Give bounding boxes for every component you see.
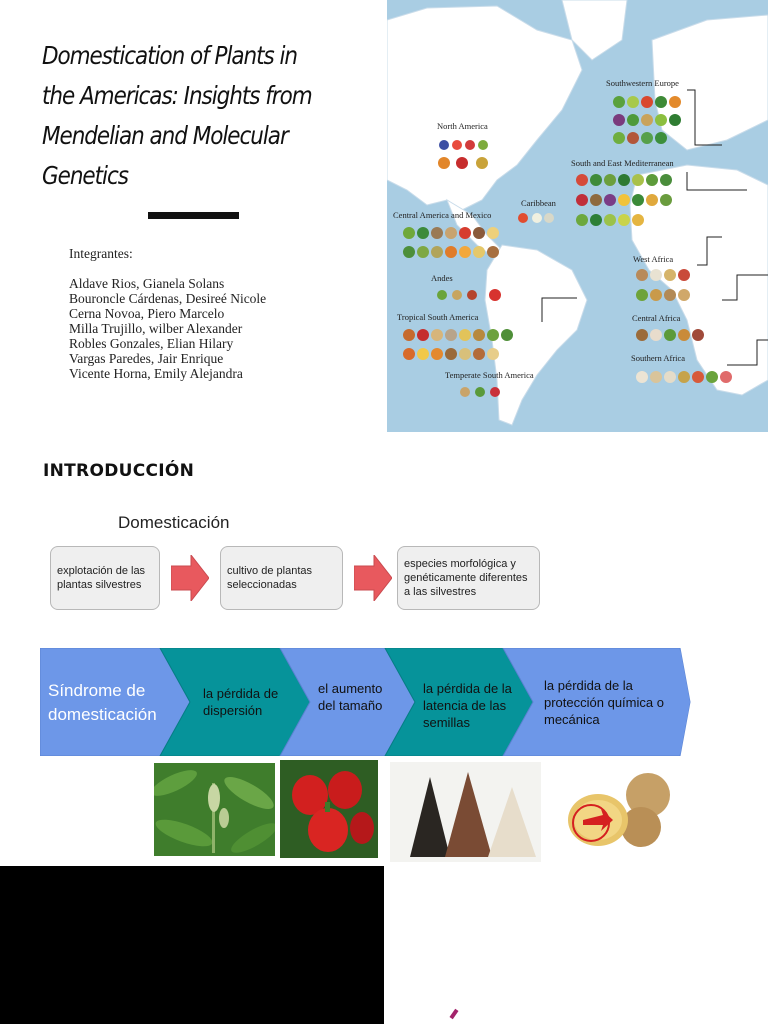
red-arrow-icon — [171, 555, 209, 601]
seed-piles-photo — [390, 762, 541, 862]
process-step — [50, 546, 160, 610]
process-step-text: cultivo de plantas seleccionadas — [227, 565, 312, 591]
grass-seed-plant-photo — [154, 763, 275, 856]
members-heading: Integrantes: — [69, 246, 133, 261]
process-step — [397, 546, 540, 610]
syndrome-trait: la pérdida de la protección química o mecánica — [544, 678, 664, 727]
syndrome-trait: el aumento del tamaño — [318, 681, 383, 713]
map-region-label: West Africa — [633, 254, 674, 264]
accent-mark — [449, 1009, 458, 1019]
member-name: Aldave Rios, Gianela Solans — [69, 276, 225, 291]
map-region-label: Andes — [431, 273, 453, 283]
presentation-title: Domestication of Plants in the Americas: Insights from Mendelian and Molecular Genetics — [42, 41, 312, 190]
member-name: Vargas Paredes, Jair Enrique — [69, 351, 224, 366]
member-name: Milla Trujillo, wilber Alexander — [69, 321, 243, 336]
syndrome-title: Síndrome de domesticación — [48, 681, 157, 724]
domestication-world-map — [387, 0, 768, 432]
intro-heading: INTRODUCCIÓN — [43, 461, 195, 481]
potatoes-photo — [563, 765, 673, 855]
member-name: Robles Gonzales, Elian Hilary — [69, 336, 234, 351]
diagram-label: Domesticación — [118, 513, 230, 532]
map-region-label: Central Africa — [632, 313, 681, 323]
map-region-label: South and East Mediterranean — [571, 158, 674, 168]
member-name: Vicente Horna, Emily Alejandra — [69, 366, 243, 381]
red-arrow-icon — [354, 555, 392, 601]
map-region-label: North America — [437, 121, 488, 131]
blank-black-panel — [0, 866, 384, 1024]
member-name: Cerna Novoa, Piero Marcelo — [69, 306, 225, 321]
map-region-label: Central America and Mexico — [393, 210, 492, 220]
map-region-label: Southern Africa — [631, 353, 686, 363]
syndrome-trait: la pérdida de la latencia de las semillas — [423, 681, 512, 730]
map-region-label: Southwestern Europe — [606, 78, 679, 88]
member-name: Bouroncle Cárdenas, Desireé Nicole — [69, 291, 267, 306]
process-step-text: explotación de las plantas silvestres — [57, 565, 146, 591]
red-peppers-photo — [280, 760, 378, 858]
map-region-label: Temperate South America — [445, 370, 534, 380]
syndrome-trait: la pérdida de dispersión — [203, 686, 279, 718]
process-step-text: especies morfológica y genéticamente diferentes a las silvestres — [404, 558, 528, 598]
map-region-label: Caribbean — [521, 198, 556, 208]
title-underline — [148, 212, 239, 219]
map-region-label: Tropical South America — [397, 312, 479, 322]
process-step — [220, 546, 343, 610]
members-list — [69, 246, 266, 381]
